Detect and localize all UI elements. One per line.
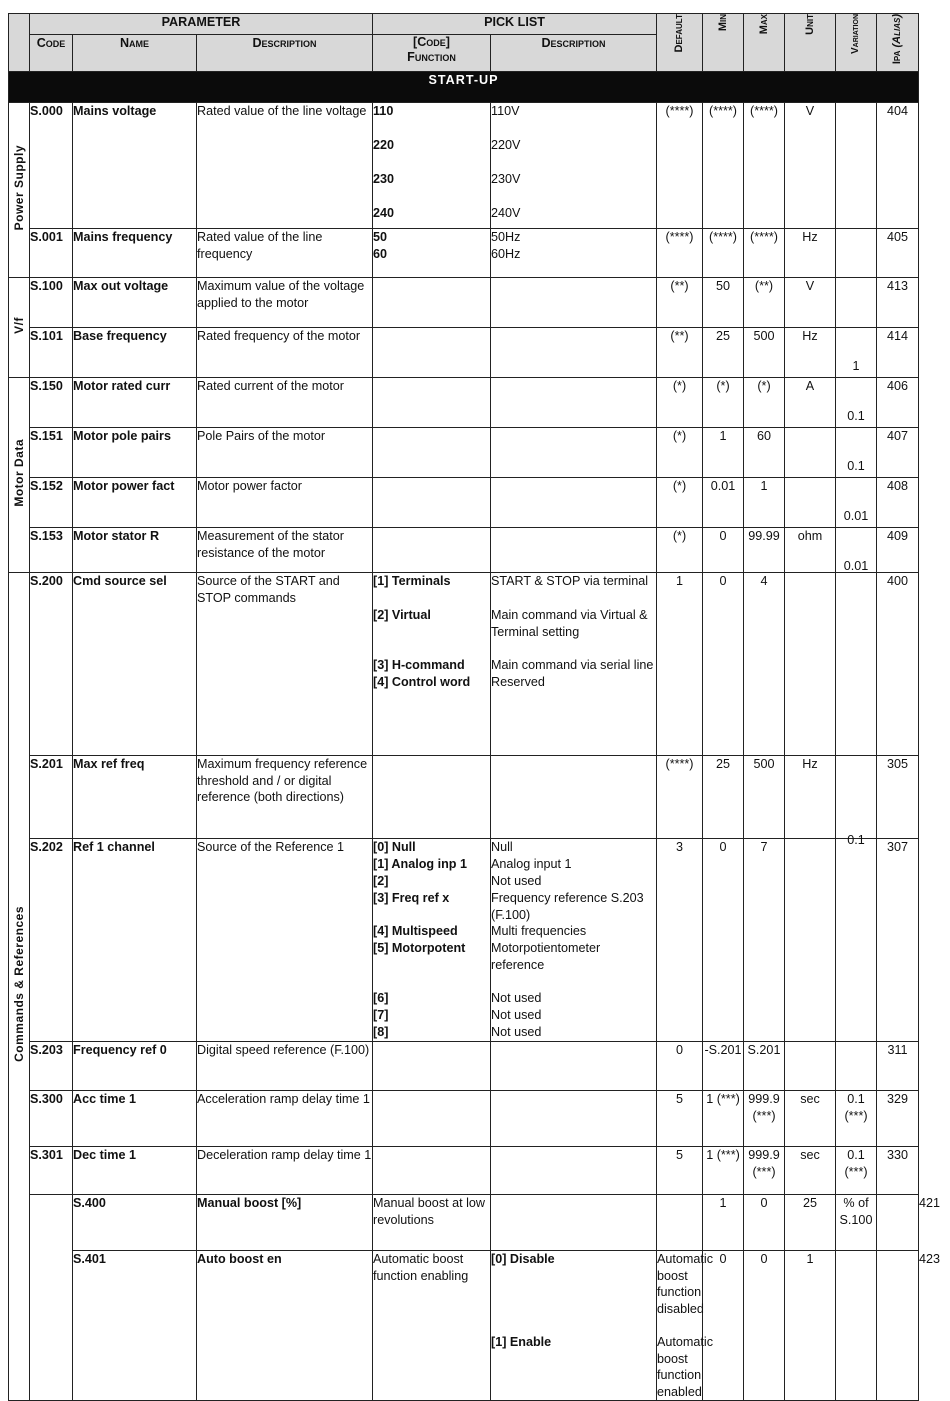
pick-description: Automatic boost function disabled <box>657 1252 713 1316</box>
group-label-power_supply <box>9 103 30 278</box>
param-unit: sec <box>785 1091 836 1147</box>
header-code: Code <box>30 35 73 72</box>
pick-description-cell <box>657 1195 703 1251</box>
param-name: Cmd source sel <box>73 573 197 756</box>
pick-description: Automatic boost function enabled <box>657 1335 713 1399</box>
pick-description: Not used <box>491 1025 542 1039</box>
param-name: Motor rated curr <box>73 378 197 428</box>
header-min-label: Min <box>716 14 729 32</box>
param-def: 1 <box>657 573 703 756</box>
pick-description-cell <box>491 1042 657 1091</box>
param-code: S.001 <box>30 229 73 278</box>
param-unit: Hz <box>785 328 836 378</box>
param-code: S.400 <box>73 1195 197 1251</box>
param-description: Deceleration ramp delay time 1 <box>197 1147 373 1195</box>
param-max: 25 <box>785 1195 836 1251</box>
param-max: 999.9 (***) <box>744 1091 785 1147</box>
param-variation <box>836 428 877 478</box>
pick-code: [3] Freq ref x <box>373 891 450 905</box>
param-ipa: 400 <box>877 573 919 756</box>
pick-code: [0] Null <box>373 840 416 854</box>
param-unit: A <box>785 378 836 428</box>
param-def: (**) <box>657 328 703 378</box>
header-unit <box>785 14 836 72</box>
param-unit <box>785 428 836 478</box>
param-min: (****) <box>703 229 744 278</box>
param-unit: sec <box>785 1147 836 1195</box>
param-name: Motor pole pairs <box>73 428 197 478</box>
pick-description-cell <box>491 328 657 378</box>
param-unit: Hz <box>785 756 836 839</box>
pick-description-cell <box>491 278 657 328</box>
pick-description: Null <box>491 840 513 854</box>
pick-description: Motorpotientometer reference <box>491 941 601 972</box>
table-row <box>9 378 919 428</box>
pick-code: 60 <box>373 247 388 261</box>
param-description: Digital speed reference (F.100) <box>197 1042 373 1091</box>
header-min <box>703 14 744 72</box>
variation-value: 1 <box>852 359 860 373</box>
param-min: 0 <box>744 1195 785 1251</box>
pick-description: Analog input 1 <box>491 857 572 871</box>
table-row <box>9 278 919 328</box>
param-name: Base frequency <box>73 328 197 378</box>
group-label-text: Commands & References <box>11 906 26 1063</box>
param-variation <box>836 528 877 573</box>
param-code: S.151 <box>30 428 73 478</box>
group-label-commands <box>9 573 30 1401</box>
param-ipa: 405 <box>877 229 919 278</box>
param-description: Rated value of the line voltage <box>197 103 373 229</box>
pick-description: 230V <box>491 172 521 186</box>
section-band <box>9 72 919 103</box>
pick-code: 230 <box>373 172 395 186</box>
pick-code: [4] Control word <box>373 675 471 689</box>
pick-description-cell <box>491 478 657 528</box>
table-row <box>9 573 919 756</box>
pick-code-cell <box>373 428 491 478</box>
param-unit: V <box>785 103 836 229</box>
table-row <box>9 839 919 1042</box>
param-variation: 0.1 (***) <box>836 1147 877 1195</box>
param-def: 5 <box>657 1091 703 1147</box>
param-min: 0 <box>703 573 744 756</box>
pick-code: [2] Virtual <box>373 608 431 622</box>
param-unit <box>785 1042 836 1091</box>
param-name: Auto boost en <box>197 1251 373 1401</box>
pick-code-cell <box>373 103 491 229</box>
pick-description-cell <box>491 428 657 478</box>
pick-description-cell <box>657 1251 713 1401</box>
table-row <box>9 478 919 528</box>
param-name: Acc time 1 <box>73 1091 197 1147</box>
param-variation <box>877 1251 919 1401</box>
param-description: Maximum value of the voltage applied to the motor <box>197 278 373 328</box>
param-max: 60 <box>744 428 785 478</box>
param-def: 1 <box>703 1195 744 1251</box>
param-min: 0 <box>703 528 744 573</box>
header-ipa-text: Ipa <box>891 50 904 65</box>
pick-code-cell <box>373 229 491 278</box>
param-max: (****) <box>744 229 785 278</box>
table-row <box>9 428 919 478</box>
header-default-label: Default <box>673 14 686 53</box>
header-code-function: [Code] Function <box>373 35 491 72</box>
param-description: Acceleration ramp delay time 1 <box>197 1091 373 1147</box>
param-code: S.100 <box>30 278 73 328</box>
param-max: (*) <box>744 378 785 428</box>
param-variation <box>836 378 877 428</box>
param-name: Mains voltage <box>73 103 197 229</box>
param-min: 0 <box>703 839 744 1042</box>
table-row <box>9 103 919 229</box>
param-unit: V <box>785 278 836 328</box>
variation-value: 0.1 <box>847 459 865 473</box>
header-blank <box>9 14 30 72</box>
param-unit <box>785 573 836 756</box>
param-max: 7 <box>744 839 785 1042</box>
param-variation <box>877 1195 919 1251</box>
param-max: (****) <box>744 103 785 229</box>
pick-description: Main command via Virtual & Terminal setting <box>491 608 648 639</box>
param-ipa: 413 <box>877 278 919 328</box>
param-name: Max out voltage <box>73 278 197 328</box>
param-max: 500 <box>744 328 785 378</box>
param-description: Motor power factor <box>197 478 373 528</box>
section-title: START-UP <box>9 72 919 103</box>
param-code: S.301 <box>30 1147 73 1195</box>
group-label-text: V/f <box>11 316 26 334</box>
pick-description: 50Hz <box>491 230 521 244</box>
header-max <box>744 14 785 72</box>
param-def: (****) <box>657 756 703 839</box>
pick-description-cell <box>491 1091 657 1147</box>
param-def: 0 <box>657 1042 703 1091</box>
header-default <box>657 14 703 72</box>
header-ipa-label <box>889 14 906 64</box>
pick-description: 60Hz <box>491 247 521 261</box>
param-def: (****) <box>657 103 703 229</box>
param-code: S.203 <box>30 1042 73 1091</box>
param-ipa: 305 <box>877 756 919 839</box>
param-code: S.201 <box>30 756 73 839</box>
table-row: S.400 Manual boost [%] Manual boost at low revolutions 1 0 25 % of S.100 421 <box>9 1195 919 1251</box>
table-row <box>9 328 919 378</box>
param-description: Rated value of the line frequency <box>197 229 373 278</box>
pick-description: Not used <box>491 874 542 888</box>
param-def: 0 <box>703 1251 744 1401</box>
param-def: (*) <box>657 378 703 428</box>
param-name: Frequency ref 0 <box>73 1042 197 1091</box>
param-unit <box>785 478 836 528</box>
param-variation <box>836 103 877 229</box>
param-description: Maximum frequency reference threshold and / or digital reference (both directions) <box>197 756 373 839</box>
param-def: 5 <box>657 1147 703 1195</box>
pick-code: 220 <box>373 138 395 152</box>
header-max-label: Max <box>757 14 770 35</box>
pick-code-cell <box>373 573 491 756</box>
pick-code-cell <box>491 1195 657 1251</box>
param-variation <box>836 278 877 328</box>
pick-code-cell <box>373 528 491 573</box>
pick-code-cell <box>373 756 491 839</box>
param-max: 999.9 (***) <box>744 1147 785 1195</box>
param-description: Source of the START and STOP commands <box>197 573 373 756</box>
pick-code-cell <box>373 1091 491 1147</box>
param-code: S.202 <box>30 839 73 1042</box>
pick-code-cell <box>373 839 491 1042</box>
variation-value: 0.1 <box>847 409 865 423</box>
param-ipa: 404 <box>877 103 919 229</box>
pick-code: [1] Terminals <box>373 574 451 588</box>
pick-description: START & STOP via terminal <box>491 574 649 588</box>
param-min: 25 <box>703 756 744 839</box>
group-label-vf <box>9 278 30 378</box>
header-name: Name <box>73 35 197 72</box>
param-ipa: 406 <box>877 378 919 428</box>
param-ipa: 329 <box>877 1091 919 1147</box>
param-name: Mains frequency <box>73 229 197 278</box>
param-ipa: 307 <box>877 839 919 1042</box>
param-code: S.401 <box>73 1251 197 1401</box>
table-row <box>9 1147 919 1195</box>
param-name: Motor stator R <box>73 528 197 573</box>
group-label-text: Motor Data <box>11 438 26 507</box>
param-variation <box>836 229 877 278</box>
pick-description: Not used <box>491 1008 542 1022</box>
param-min: 25 <box>703 328 744 378</box>
param-max: 500 <box>744 756 785 839</box>
param-variation <box>836 1042 877 1091</box>
param-min: 1 (***) <box>703 1147 744 1195</box>
pick-description: Not used <box>491 991 542 1005</box>
header-function-word: Function <box>407 50 456 64</box>
table-row <box>9 1091 919 1147</box>
group-label-text: Power Supply <box>11 145 26 231</box>
param-code: S.101 <box>30 328 73 378</box>
param-variation <box>836 328 877 378</box>
pick-code: [5] Motorpotent <box>373 941 466 955</box>
param-name: Motor power fact <box>73 478 197 528</box>
pick-description: 110V <box>491 104 520 118</box>
param-ipa: 407 <box>877 428 919 478</box>
param-ipa: 330 <box>877 1147 919 1195</box>
pick-description: Frequency reference S.203 (F.100) <box>491 891 644 922</box>
param-def: (****) <box>657 229 703 278</box>
table-row: S.401 Auto boost en Automatic boost function enabling [0] Disable [1] Enable Automatic boost function disabled Automatic boost function enabled 0 0 1 423 <box>73 1252 941 1399</box>
param-min: 1 <box>703 428 744 478</box>
param-description: Pole Pairs of the motor <box>197 428 373 478</box>
header-variation-label: Variation <box>849 14 861 54</box>
param-name: Manual boost [%] <box>197 1195 373 1251</box>
param-code: S.200 <box>30 573 73 756</box>
parameter-table <box>8 13 941 1401</box>
pick-description-cell <box>491 839 657 1042</box>
pick-description: 240V <box>491 206 521 220</box>
param-description: Rated current of the motor <box>197 378 373 428</box>
pick-code-cell <box>373 1042 491 1091</box>
param-min: 1 (***) <box>703 1091 744 1147</box>
param-name: Ref 1 channel <box>73 839 197 1042</box>
variation-value: 0.01 <box>843 559 869 573</box>
param-def: 3 <box>657 839 703 1042</box>
pick-code-cell <box>491 1251 657 1401</box>
header-ipa-alias: (Alias) <box>891 14 904 48</box>
param-max: (**) <box>744 278 785 328</box>
pick-code: [0] Disable <box>491 1252 555 1266</box>
param-def: (**) <box>657 278 703 328</box>
pick-code-cell <box>373 378 491 428</box>
pick-code: [1] Enable <box>491 1335 552 1349</box>
pick-description: Multi frequencies <box>491 924 587 938</box>
param-variation <box>836 839 877 1042</box>
pick-code: 240 <box>373 206 395 220</box>
param-max: S.201 <box>744 1042 785 1091</box>
pick-description-cell <box>491 103 657 229</box>
param-description: Automatic boost function enabling <box>373 1251 491 1401</box>
header-description: Description <box>197 35 373 72</box>
table-row <box>9 229 919 278</box>
param-unit: % of S.100 <box>836 1195 877 1251</box>
param-variation <box>836 478 877 528</box>
param-min: 0 <box>744 1251 785 1401</box>
param-max: 4 <box>744 573 785 756</box>
pick-code: 110 <box>373 104 394 118</box>
pick-description-cell <box>491 378 657 428</box>
param-max: 99.99 <box>744 528 785 573</box>
param-min: 0.01 <box>703 478 744 528</box>
param-max: 1 <box>785 1251 836 1401</box>
param-def: (*) <box>657 528 703 573</box>
param-def: (*) <box>657 478 703 528</box>
pick-description-cell <box>491 756 657 839</box>
param-ipa: 408 <box>877 478 919 528</box>
param-min: (****) <box>703 103 744 229</box>
param-unit <box>785 839 836 1042</box>
header-ipa <box>877 14 919 72</box>
pick-code: [7] <box>373 1008 389 1022</box>
param-code: S.153 <box>30 528 73 573</box>
pick-code: 50 <box>373 230 388 244</box>
header-unit-label: Unit <box>803 14 816 35</box>
param-description: Rated frequency of the motor <box>197 328 373 378</box>
table-row <box>9 528 919 573</box>
pick-code: [3] H-command <box>373 658 465 672</box>
pick-description-cell <box>491 1147 657 1195</box>
header-parameter: PARAMETER <box>30 14 373 35</box>
param-ipa: 409 <box>877 528 919 573</box>
pick-description: Reserved <box>491 675 545 689</box>
param-name: Dec time 1 <box>73 1147 197 1195</box>
param-ipa: 311 <box>877 1042 919 1091</box>
header-row-top <box>9 14 919 35</box>
pick-description-cell <box>491 528 657 573</box>
pick-description: Main command via serial line <box>491 658 654 672</box>
pick-code-cell <box>373 1147 491 1195</box>
pick-code: [8] <box>373 1025 389 1039</box>
pick-code: [4] Multispeed <box>373 924 458 938</box>
group-label-motor_data <box>9 378 30 573</box>
pick-description-cell <box>491 573 657 756</box>
table-row <box>9 1042 919 1091</box>
param-min: 50 <box>703 278 744 328</box>
param-code: S.000 <box>30 103 73 229</box>
pick-code-cell <box>373 328 491 378</box>
param-def: (*) <box>657 428 703 478</box>
param-max: 1 <box>744 478 785 528</box>
header-pick-description: Description <box>491 35 657 72</box>
header-pick-list: PICK LIST <box>373 14 657 35</box>
param-description: Manual boost at low revolutions <box>373 1195 491 1251</box>
pick-description: 220V <box>491 138 521 152</box>
param-code: S.152 <box>30 478 73 528</box>
param-unit <box>836 1251 877 1401</box>
param-description: Source of the Reference 1 <box>197 839 373 1042</box>
pick-code: [2] <box>373 874 389 888</box>
header-variation <box>836 14 877 72</box>
param-unit: ohm <box>785 528 836 573</box>
variation-value: 0.01 <box>843 509 869 523</box>
pick-code-cell <box>373 278 491 328</box>
variation-value: 0.1 <box>847 833 865 847</box>
param-min: -S.201 <box>703 1042 744 1091</box>
param-variation: 0.1 (***) <box>836 1091 877 1147</box>
param-ipa: 414 <box>877 328 919 378</box>
param-variation <box>836 756 877 847</box>
param-min: (*) <box>703 378 744 428</box>
pick-description-cell <box>491 229 657 278</box>
param-code: S.300 <box>30 1091 73 1147</box>
pick-code: [1] Analog inp 1 <box>373 857 467 871</box>
table-row <box>9 756 919 839</box>
pick-code-cell <box>373 478 491 528</box>
param-name: Max ref freq <box>73 756 197 839</box>
header-code-word: Code <box>417 35 446 49</box>
param-variation <box>836 573 877 756</box>
param-description: Measurement of the stator resistance of the motor <box>197 528 373 573</box>
param-code: S.150 <box>30 378 73 428</box>
param-unit: Hz <box>785 229 836 278</box>
group-label-blank <box>30 1195 73 1401</box>
pick-code: [6] <box>373 991 389 1005</box>
